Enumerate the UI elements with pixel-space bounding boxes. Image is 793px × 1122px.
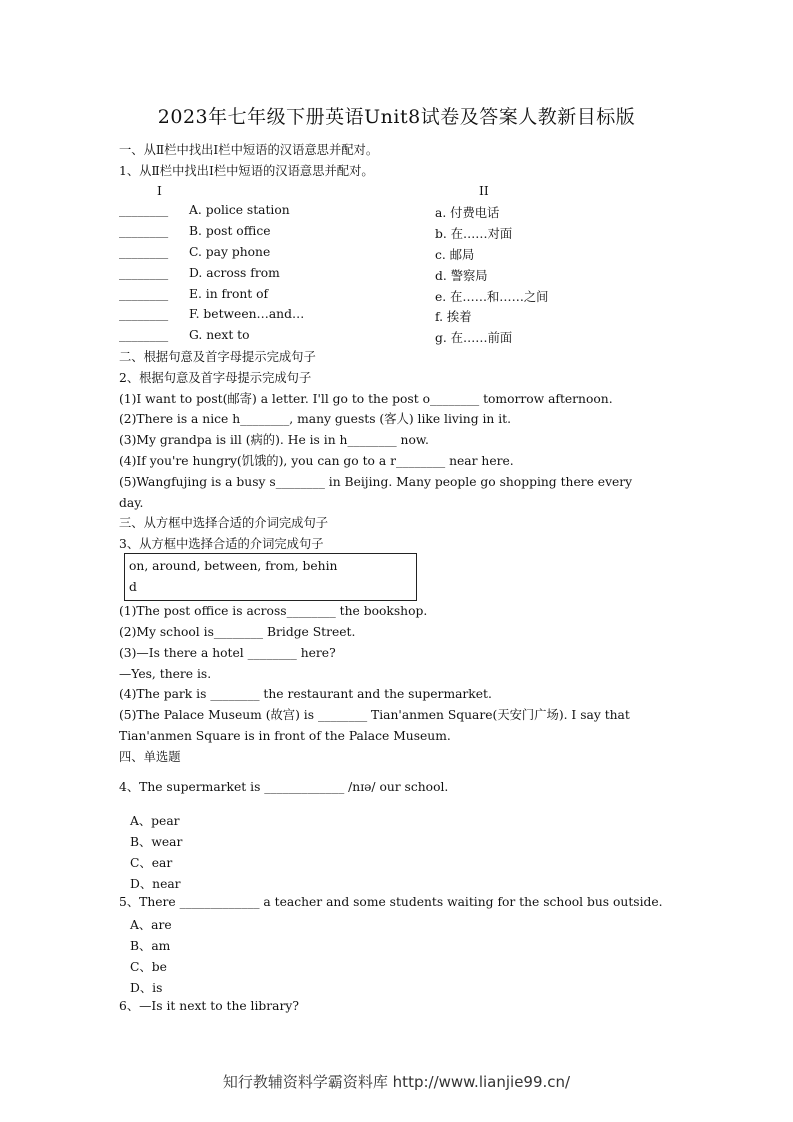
sentence-item: (3)—Is there a hotel ________ here? <box>119 646 336 660</box>
word-box-line: on, around, between, from, behin <box>129 559 338 573</box>
column-2-header: II <box>479 184 489 198</box>
answer-blank[interactable]: ________ <box>119 203 169 217</box>
section1-heading: 一、从Ⅱ栏中找出Ⅰ栏中短语的汉语意思并配对。 <box>119 143 379 157</box>
section3-heading: 三、从方框中选择合适的介词完成句子 <box>119 516 329 530</box>
phrase-item: E. in front of <box>189 287 269 301</box>
question5: 5、There _____________ a teacher and some students waiting for the school bus outside. <box>119 895 663 909</box>
option-a[interactable]: A、pear <box>130 814 180 828</box>
phrase-item: G. next to <box>189 328 250 342</box>
sentence-item: (1)I want to post(邮寄) a letter. I'll go to the post o________ tomorrow afternoon. <box>119 392 613 406</box>
meaning-item: g. 在……前面 <box>435 331 513 345</box>
option-c[interactable]: C、ear <box>130 856 173 870</box>
question6: 6、—Is it next to the library? <box>119 999 299 1013</box>
answer-blank[interactable]: ________ <box>119 307 169 321</box>
sentence-item: (5)Wangfujing is a busy s________ in Beijing. Many people go shopping there every <box>119 475 633 489</box>
question2-heading: 2、根据句意及首字母提示完成句子 <box>119 371 312 385</box>
section2-heading: 二、根据句意及首字母提示完成句子 <box>119 350 316 364</box>
option-d[interactable]: D、near <box>130 877 181 891</box>
footer-watermark: 知行教辅资料学霸资料库 http://www.lianjie99.cn/ <box>222 1073 571 1091</box>
word-box-line: d <box>129 580 137 594</box>
question1-heading: 1、从Ⅱ栏中找出Ⅰ栏中短语的汉语意思并配对。 <box>119 164 374 178</box>
meaning-item: b. 在……对面 <box>435 227 513 241</box>
meaning-item: d. 警察局 <box>435 269 488 283</box>
sentence-item-continued: day. <box>119 496 144 510</box>
answer-blank[interactable]: ________ <box>119 224 169 238</box>
sentence-item: (5)The Palace Museum (故宫) is ________ Tian'anmen Square(天安门广场). I say that <box>119 708 630 722</box>
option-a[interactable]: A、are <box>130 918 172 932</box>
sentence-item: (4)The park is ________ the restaurant and the supermarket. <box>119 687 492 701</box>
column-1-header: I <box>157 184 162 198</box>
phrase-item: F. between…and… <box>189 307 305 321</box>
meaning-item: f. 挨着 <box>435 310 472 324</box>
phrase-item: C. pay phone <box>189 245 271 259</box>
sentence-item-continued: Tian'anmen Square is in front of the Palace Museum. <box>119 729 451 743</box>
question4: 4、The supermarket is _____________ /nɪə/ our school. <box>119 780 449 794</box>
phrase-item: A. police station <box>189 203 290 217</box>
section4-heading: 四、单选题 <box>119 750 181 764</box>
sentence-item: —Yes, there is. <box>119 667 212 681</box>
meaning-item: a. 付费电话 <box>435 206 500 220</box>
meaning-item: c. 邮局 <box>435 248 475 262</box>
option-d[interactable]: D、is <box>130 981 163 995</box>
option-b[interactable]: B、wear <box>130 835 183 849</box>
answer-blank[interactable]: ________ <box>119 328 169 342</box>
sentence-item: (2)There is a nice h________, many guests (客人) like living in it. <box>119 412 512 426</box>
answer-blank[interactable]: ________ <box>119 287 169 301</box>
option-b[interactable]: B、am <box>130 939 171 953</box>
answer-blank[interactable]: ________ <box>119 266 169 280</box>
phrase-item: D. across from <box>189 266 280 280</box>
meaning-item: e. 在……和……之间 <box>435 290 549 304</box>
page-title: 2023年七年级下册英语Unit8试卷及答案人教新目标版 <box>157 106 636 128</box>
sentence-item: (4)If you're hungry(饥饿的), you can go to a r________ near here. <box>119 454 514 468</box>
sentence-item: (2)My school is________ Bridge Street. <box>119 625 356 639</box>
question3-heading: 3、从方框中选择合适的介词完成句子 <box>119 537 324 551</box>
option-c[interactable]: C、be <box>130 960 167 974</box>
word-box <box>124 553 417 601</box>
answer-blank[interactable]: ________ <box>119 245 169 259</box>
phrase-item: B. post office <box>189 224 271 238</box>
sentence-item: (3)My grandpa is ill (病的). He is in h________ now. <box>119 433 429 447</box>
sentence-item: (1)The post office is across________ the bookshop. <box>119 604 428 618</box>
